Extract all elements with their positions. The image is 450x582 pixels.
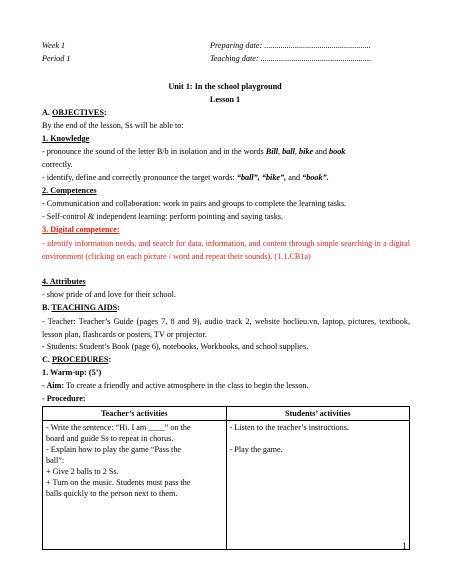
preparing-date: Preparing date: .................................................... [210,41,371,50]
lesson-title: Lesson 1 [209,95,241,104]
teacher-line: ball”: [46,456,65,465]
competences-line-2: - Self-control & independent learning: perform pointing and saying tasks. [42,212,284,221]
teacher-line: + Give 2 balls to 2 Ss. [46,467,119,476]
attributes-line-1: - show pride of and love for their school. [42,290,176,299]
procedure-label: - Procedure: [42,394,86,403]
teacher-activities-cell [43,421,227,550]
teaching-aids-teacher: - Teacher: Teacher’s Guide (pages 7, 8 and 9), audio track 2, website hoclieu.vn, laptop, pictures, textbook, lesson plan, flashcards or posters, TV or projector. [42,317,410,339]
knowledge-bullet-1-cont: correctly. [42,160,73,169]
teacher-line: + Turn on the music. Students must pass the [46,478,191,487]
students-activities-cell [226,421,410,550]
student-line: - Listen to the teacher’s instructions. [229,423,349,432]
procedures-heading: C. PROCEDURES: [42,355,112,364]
teacher-line: - Explain how to play the game “Pass the [46,445,182,454]
students-activities-header: Students’ activities [226,407,410,421]
week-label: Week 1 [42,41,66,50]
competences-heading: 2. Competences [42,186,97,195]
activities-table [42,406,410,550]
digital-competence-heading: 3. Digital competence: [42,225,120,234]
teaching-aids-heading: B. TEACHING AIDS: [42,303,120,312]
teaching-date: Teaching date: ...................................................... [210,54,372,63]
aim-line: - Aim: To create a friendly and active atmosphere in the class to begin the lesson. [42,381,309,390]
teaching-aids-students: - Students: Student’s Book (page 6), notebooks, Workbooks, and school supplies. [42,342,309,351]
teacher-activities-header: Teacher’s activities [43,407,227,421]
teacher-line: board and guide Ss to repeat in chorus. [46,434,174,443]
competences-line-1: - Communication and collaboration: work in pairs and groups to complete the learning tasks. [42,199,347,208]
table-row [43,421,410,550]
digital-competence-text: - identify information needs, and search for data, information, and content through simple searching in a digital environment (clicking on each picture / word and repeat their sounds). (1.1.CB1a) [42,239,410,261]
knowledge-bullet-2: - identify, define and correctly pronounce the target words: “ball”, “bike”, and “book”. [42,173,329,182]
student-line: - Play the game. [229,445,283,454]
page-number: 1 [402,541,407,551]
warmup-heading: 1. Warm-up: (5’) [42,368,102,377]
table-header-row [43,407,410,421]
unit-title: Unit 1: In the school playground [168,82,282,91]
objectives-intro: By the end of the lesson, Ss will be able to: [42,121,184,130]
period-label: Period 1 [42,54,71,63]
attributes-heading: 4. Attributes [42,277,86,286]
teacher-line: balls quickly to the person next to them. [46,489,178,498]
knowledge-heading: 1. Knowledge [42,134,90,143]
student-line-spacer [230,433,407,444]
objectives-heading: A. OBJECTIVES: [42,108,107,117]
teacher-line: - Write the sentence: “Hi. I am ____” on the [46,423,191,432]
knowledge-bullet-1: - pronounce the sound of the letter B/b in isolation and in the words Bill, ball, bike and book [42,147,346,156]
